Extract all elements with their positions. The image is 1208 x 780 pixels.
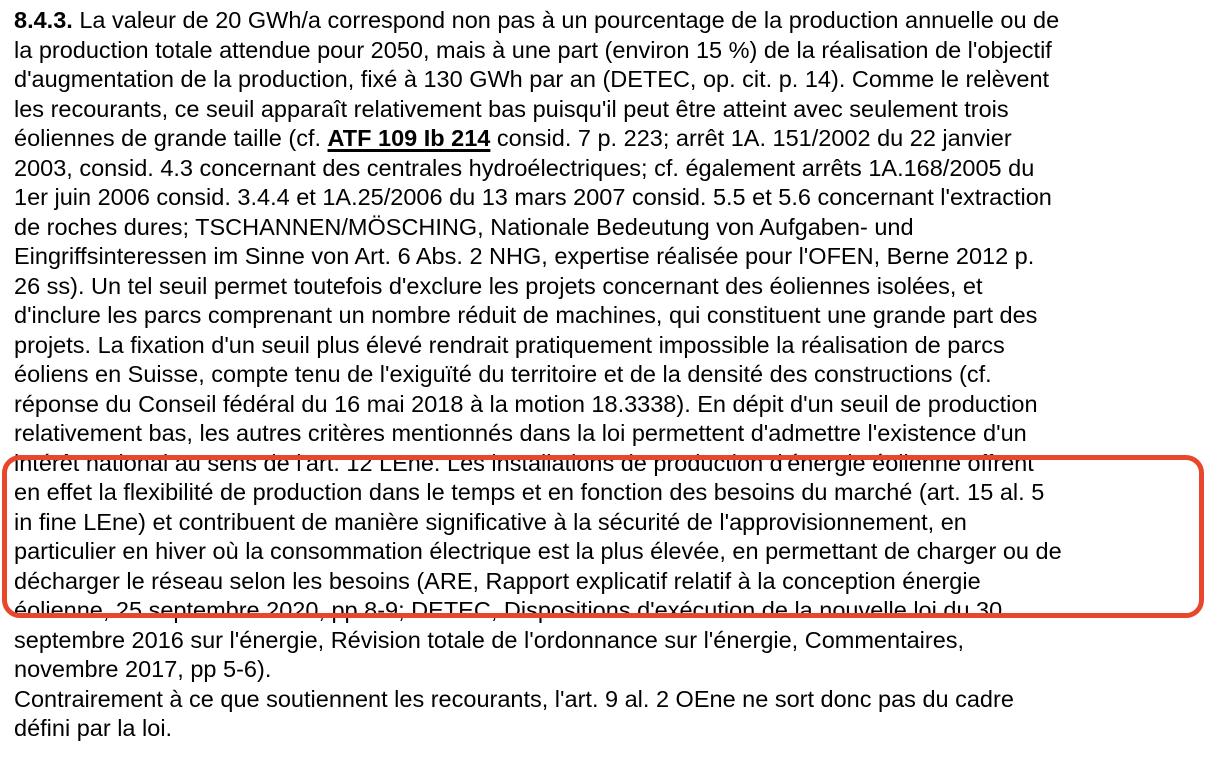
text-segment: 26 ss). Un tel seuil permet toutefois d'exclure les projets concernant des éoliennes isolées, et (14, 272, 983, 299)
text-line (14, 183, 1062, 213)
text-segment: intérêt national au sens de l'art. 12 LEne. Les installations de production d'énergie éolienne offrent (14, 449, 1034, 476)
text-segment: in fine LEne) et contribuent de manière significative à la sécurité de l'approvisionnement, en (14, 508, 967, 535)
text-line (14, 714, 1062, 744)
text-line (14, 419, 1062, 449)
text-line (14, 301, 1062, 331)
text-segment: Contrairement à ce que soutiennent les recourants, l'art. 9 al. 2 OEne ne sort donc pas du cadre (14, 685, 1014, 712)
text-segment: projets. La fixation d'un seuil plus élevé rendrait pratiquement impossible la réalisation de parcs (14, 331, 1005, 358)
text-line (14, 508, 1062, 538)
text-segment: défini par la loi. (14, 715, 173, 741)
text-segment: éoliennes de grande taille (cf. (14, 125, 328, 151)
text-line (14, 390, 1062, 420)
text-line (14, 655, 1062, 685)
text-segment: éoliens en Suisse, compte tenu de l'exiguïté du territoire et de la densité des constructions (cf. (14, 361, 992, 387)
text-segment: la production totale attendue pour 2050, mais à une part (environ 15 %) de la réalisation de l'objectif (14, 36, 1052, 63)
text-line (14, 242, 1062, 272)
text-segment: les recourants, ce seuil apparaît relativement bas puisqu'il peut être atteint avec seulement trois (14, 95, 1009, 122)
text-segment: relativement bas, les autres critères mentionnés dans la loi permettent d'admettre l'existence d'un (14, 420, 1027, 446)
text-segment: 2003, consid. 4.3 concernant des centrales hydroélectriques; cf. également arrêts 1A.168/2005 du (14, 154, 1035, 181)
text-segment: 1er juin 2006 consid. 3.4.4 et 1A.25/2006 du 13 mars 2007 consid. 5.5 et 5.6 concernant l'extraction (14, 184, 1052, 210)
case-citation: ATF 109 Ib 214 (327, 125, 491, 151)
text-line (14, 685, 1062, 715)
text-segment: La valeur de 20 GWh/a correspond non pas à un pourcentage de la production annuelle ou de (72, 7, 1060, 33)
text-line (14, 537, 1062, 567)
text-line (14, 124, 1062, 154)
text-segment: réponse du Conseil fédéral du 16 mai 2018 à la motion 18.3338). En dépit d'un seuil de production (14, 390, 1038, 417)
text-segment: décharger le réseau selon les besoins (ARE, Rapport explicatif relatif à la conception énergie (14, 567, 981, 594)
text-segment: en effet la flexibilité de production dans le temps et en fonction des besoins du marché (art. 15 al. 5 (14, 479, 1045, 505)
text-line (14, 626, 1062, 656)
text-segment: consid. 7 p. 223; arrêt 1A. 151/2002 du 22 janvier (490, 125, 1012, 151)
text-segment: de roches dures; TSCHANNEN/MÖSCHING, Nationale Bedeutung von Aufgaben- und (14, 213, 914, 240)
text-line (14, 331, 1062, 361)
text-line (14, 596, 1062, 626)
text-segment: d'inclure les parcs comprenant un nombre réduit de machines, qui constituent une grande part des (14, 302, 1038, 328)
text-segment: particulier en hiver où la consommation électrique est la plus élevée, en permettant de charger ou de (14, 538, 1062, 564)
text-line (14, 154, 1062, 184)
text-line (14, 6, 1062, 36)
text-line (14, 478, 1062, 508)
text-segment: Eingriffsinteressen im Sinne von Art. 6 Abs. 2 NHG, expertise réalisée pour l'OFEN, Berne 2012 p. (14, 243, 1035, 269)
text-line (14, 272, 1062, 302)
text-segment: septembre 2016 sur l'énergie, Révision totale de l'ordonnance sur l'énergie, Commentaires, (14, 626, 965, 653)
text-line (14, 95, 1062, 125)
text-segment: d'augmentation de la production, fixé à 130 GWh par an (DETEC, op. cit. p. 14). Comme le relèvent (14, 66, 1050, 92)
text-line (14, 36, 1062, 66)
text-segment: 8.4.3. (14, 7, 73, 33)
text-line (14, 65, 1062, 95)
legal-text-block (14, 6, 1062, 744)
text-line (14, 449, 1062, 479)
text-line (14, 360, 1062, 390)
text-segment: novembre 2017, pp 5-6). (14, 656, 272, 682)
text-line (14, 213, 1062, 243)
text-segment: éolienne, 25 septembre 2020, pp 8-9; DETEC, Dispositions d'exécution de la nouvelle loi du 30 (14, 597, 1003, 623)
text-line (14, 567, 1062, 597)
